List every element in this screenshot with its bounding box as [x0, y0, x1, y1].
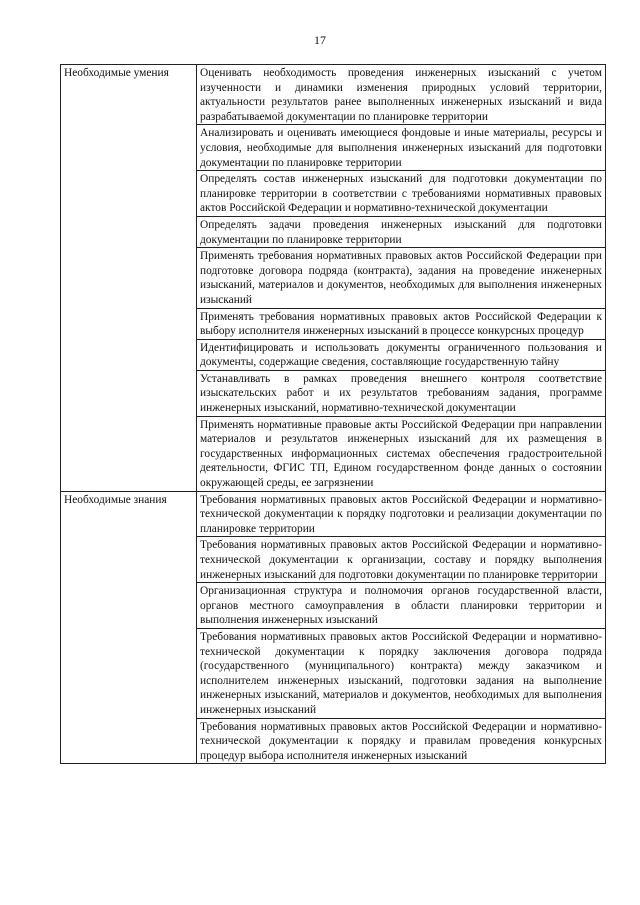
section-title-knowledge: Необходимые знания [61, 491, 197, 764]
section-title-skills: Необходимые умения [61, 65, 197, 492]
list-item: Организационная структура и полномочия органов государственной власти, органов местного самоуправления в области планировки территории и выполнения инженерных изысканий [197, 583, 606, 629]
list-item: Применять требования нормативных правовых актов Российской Федерации к выбору исполнителя инженерных изысканий в процессе конкурсных процедур [197, 308, 606, 339]
list-item: Анализировать и оценивать имеющиеся фондовые и иные материалы, ресурсы и условия, необходимые для выполнения инженерных изысканий для подготовки документации по планировке территории [197, 125, 606, 171]
table-row [61, 491, 606, 537]
list-item: Требования нормативных правовых актов Российской Федерации и нормативно-технической документации к порядку подготовки и реализации документации по планировке территории [197, 491, 606, 537]
list-item: Требования нормативных правовых актов Российской Федерации и нормативно-технической документации к порядку и правилам проведения конкурсных процедур выбора исполнителя инженерных изысканий [197, 718, 606, 764]
list-item: Применять нормативные правовые акты Российской Федерации при направлении материалов и результатов инженерных изысканий для их размещения в государственных информационных системах обеспечения градостроительной деятельности, ФГИС ТП, Едином государственном фонде данных о состоянии окружающей среды, ее загрязнении [197, 416, 606, 491]
list-item: Определять состав инженерных изысканий для подготовки документации по планировке территории в соответствии с требованиями нормативных правовых актов Российской Федерации и нормативно-технической документации [197, 171, 606, 217]
list-item: Оценивать необходимость проведения инженерных изысканий с учетом изученности и динамики изменения природных условий территории, актуальности результатов ранее выполненных инженерных изысканий и вида разрабатываемой документации по планировке территории [197, 65, 606, 125]
list-item: Определять задачи проведения инженерных изысканий для подготовки документации по планировке территории [197, 216, 606, 247]
list-item: Требования нормативных правовых актов Российской Федерации и нормативно-технической документации к порядку заключения договора подряда (государственного (муниципального) контракта) между заказчиком и исполнителем инженерных изысканий, подготовки задания на выполнение инженерных изысканий, материалов и документов, необходимых для выполнения инженерных изысканий [197, 628, 606, 718]
list-item: Идентифицировать и использовать документы ограниченного пользования и документы, содержащие сведения, составляющие государственную тайну [197, 339, 606, 370]
list-item: Требования нормативных правовых актов Российской Федерации и нормативно-технической документации к организации, составу и порядку выполнения инженерных изысканий для подготовки документации по планировке территории [197, 537, 606, 583]
page-number: 17 [314, 33, 326, 47]
list-item: Применять требования нормативных правовых актов Российской Федерации при подготовке договора подряда (контракта), задания на проведение инженерных изысканий, материалов и документов, необходимых для выполнения инженерных изысканий [197, 248, 606, 308]
competency-table [60, 64, 606, 764]
table-row [61, 65, 606, 125]
list-item: Устанавливать в рамках проведения внешнего контроля соответствие изыскательских работ и их результатов требованиям задания, программе инженерных изысканий, нормативно-технической документации [197, 370, 606, 416]
